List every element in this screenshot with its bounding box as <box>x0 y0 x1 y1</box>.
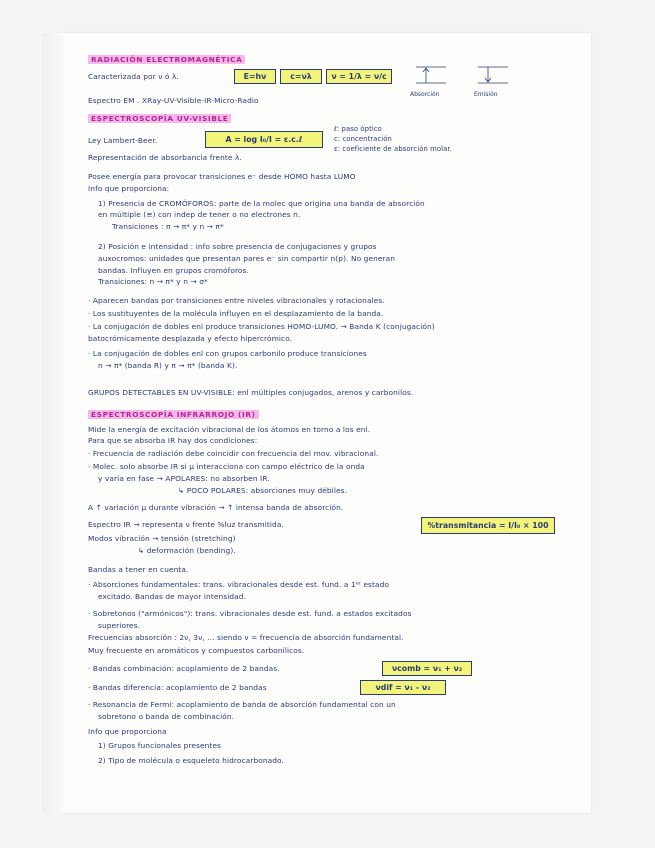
note-line: superiores. <box>98 621 141 630</box>
note-line: Representación de absorbancia frente λ. <box>88 153 242 162</box>
note-line: · Resonancia de Fermi: acoplamiento de banda de absorción fundamental con un <box>88 700 396 709</box>
note-line: Transiciones: n → π* y n → σ* <box>98 277 208 286</box>
legend-coefficient: ε: coeficiente de absorción molar. <box>334 145 452 153</box>
emission-diagram: Emisión <box>472 61 522 89</box>
legend-path: ℓ: paso óptico <box>334 125 382 133</box>
note-line: auxocromos: unidades que presentan pares e⁻ sin compartir n(p). No generan <box>98 254 396 263</box>
note-line: sobretono o banda de combinación. <box>98 712 235 721</box>
formula-combination: νcomb = ν₁ + ν₂ <box>382 661 472 676</box>
note-line: y varía en fase → APOLARES: no absorben IR. <box>98 474 270 483</box>
note-line: Espectro EM . XRay-UV-Visible-IR-Micro-Radio <box>88 96 259 105</box>
formula-difference: νdif = ν₁ - ν₂ <box>360 680 446 695</box>
note-line: 2) Tipo de molécula o esqueleto hidrocarbonado. <box>98 756 285 765</box>
section-title-ir: ESPECTROSCOPÍA INFRARROJO (IR) <box>88 410 583 420</box>
note-line: · Absorciones fundamentales: trans. vibracionales desde est. fund. a 1ᵉʳ estado <box>88 580 390 589</box>
note-line: Mide la energía de excitación vibracional de los átomos en torno a los enl. <box>88 425 371 434</box>
note-line: · Molec. solo absorbe IR si μ interacciona con campo eléctrico de la onda <box>88 462 365 471</box>
note-line: · Bandas diferencia: acoplamiento de 2 bandas <box>88 683 267 692</box>
note-line: Espectro IR → representa ν frente %luz transmitida. <box>88 520 284 529</box>
absorption-diagram: Absorción <box>410 61 460 89</box>
note-line: Modos vibración → tensión (stretching) <box>88 534 236 543</box>
section-title-uv: ESPECTROSCOPÍA UV-VISIBLE <box>88 114 583 124</box>
note-line: batocrómicamente desplazada y efecto hipercrómico. <box>88 334 293 343</box>
note-line: Info que proporciona: <box>88 184 170 193</box>
note-line: Para que se absorba IR hay dos condiciones: <box>88 436 258 445</box>
note-line: 1) Presencia de CROMÓFOROS: parte de la molec que origina una banda de absorción <box>98 199 425 208</box>
note-line: GRUPOS DETECTABLES EN UV-VISIBLE: enl múltiples conjugados, arenos y carbonilos. <box>88 388 414 397</box>
note-line: · Los sustituyentes de la molécula influyen en el desplazamiento de la banda. <box>88 309 384 318</box>
note-line: A ↑ variación μ durante vibración → ↑ intensa banda de absorción. <box>88 503 344 512</box>
note-line: · Bandas combinación: acoplamiento de 2 bandas. <box>88 664 280 673</box>
note-line: Info que proporciona <box>88 727 167 736</box>
formula-energy: E=hν <box>234 69 276 84</box>
note-line: excitado. Bandas de mayor intensidad. <box>98 592 247 601</box>
note-line: en múltiple (≡) con indep de tener o no electrones n. <box>98 210 301 219</box>
note-line: n → π* (banda R) y π → π* (banda K). <box>98 361 238 370</box>
note-line: Ley Lambert-Beer. <box>88 136 158 145</box>
note-line: Posee energía para provocar transiciones e⁻ desde HOMO hasta LUMO <box>88 172 356 181</box>
formula-frequency: ν = 1/λ = ν/c <box>326 69 392 84</box>
note-line: Bandas a tener en cuenta. <box>88 565 189 574</box>
legend-concentration: c: concentración <box>334 135 392 143</box>
note-line: Caracterizada por ν ó λ. <box>88 72 179 81</box>
note-line: · Frecuencia de radiación debe coincidir con frecuencia del mov. vibracional. <box>88 449 379 458</box>
note-line: Transiciones : π → π* y n → π* <box>112 222 224 231</box>
note-line: · La conjugación de dobles enl produce transiciones HOMO-LUMO. → Banda K (conjugación) <box>88 322 435 331</box>
formula-beer-lambert: A = log I₀/I = ε.c.ℓ <box>205 131 323 148</box>
note-line: Frecuencias absorción : 2ν, 3ν, ... siendo ν = frecuencia de absorción fundamental. <box>88 633 404 642</box>
note-line: · La conjugación de dobles enl con grupos carbonilo produce transiciones <box>88 349 367 358</box>
note-line: 1) Grupos funcionales presentes <box>98 741 222 750</box>
notebook-page <box>64 33 591 813</box>
formula-light-speed: c=νλ <box>280 69 322 84</box>
note-line: · Aparecen bandas por transiciones entre niveles vibracionales y rotacionales. <box>88 296 385 305</box>
note-line: · Sobretonos ("armónicos"): trans. vibracionales desde est. fund. a estados excitados <box>88 609 412 618</box>
note-line: ↳ POCO POLARES: absorciones muy débiles. <box>178 486 348 495</box>
section-title-radiacion: RADIACIÓN ELECTROMAGNÉTICA <box>88 55 583 65</box>
note-line: bandas. Influyen en grupos cromóforos. <box>98 266 249 275</box>
formula-transmittance: %transmitancia = I/I₀ × 100 <box>421 517 555 534</box>
note-line: ↳ deformación (bending). <box>138 546 236 555</box>
note-line: 2) Posición e intensidad : info sobre presencia de conjugaciones y grupos <box>98 242 377 251</box>
note-line: Muy frecuente en aromáticos y compuestos carbonílicos. <box>88 646 305 655</box>
